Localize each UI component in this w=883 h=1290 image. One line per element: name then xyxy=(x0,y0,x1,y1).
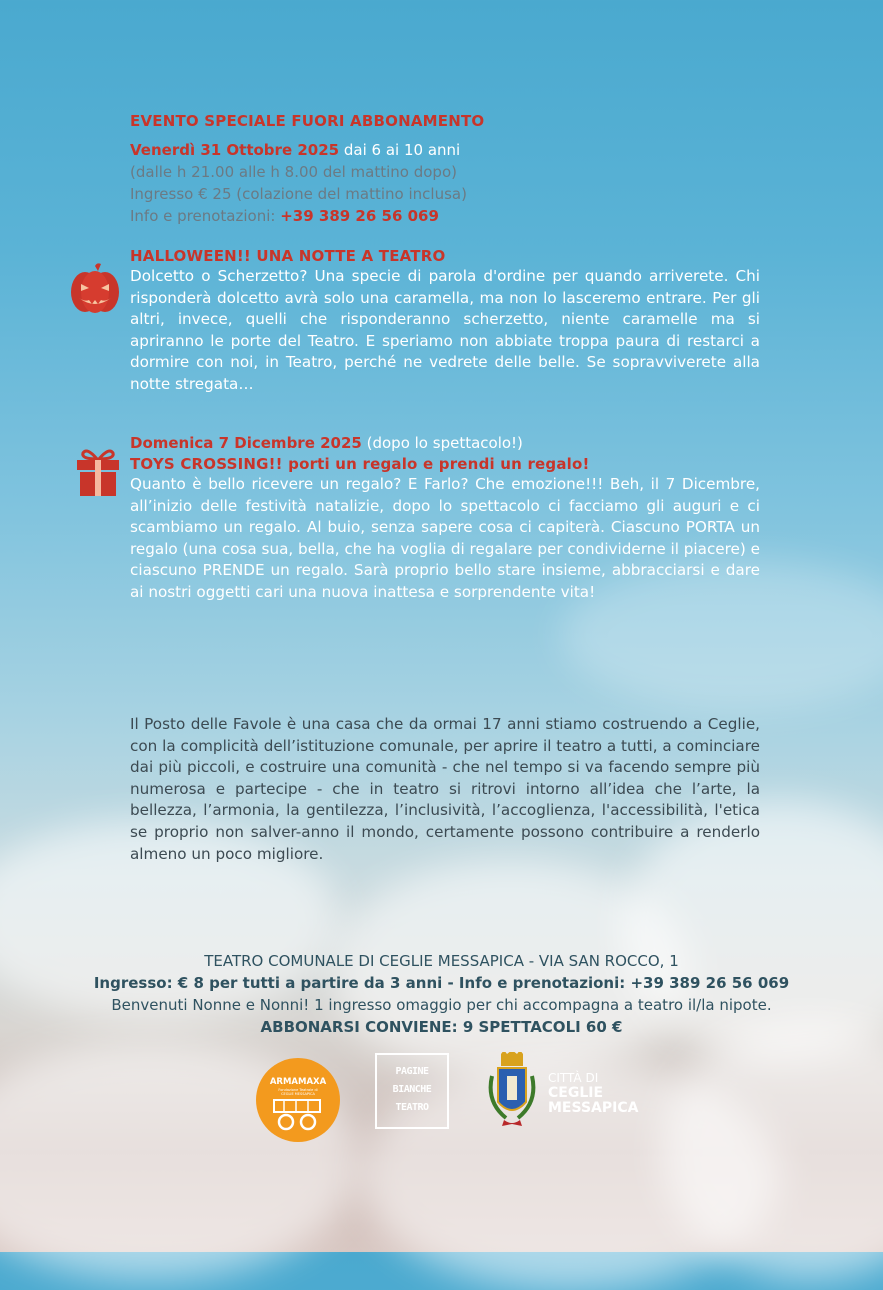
special-info-label: Info e prenotazioni: xyxy=(130,207,281,225)
footer-venue: TEATRO COMUNALE DI CEGLIE MESSAPICA - VIA SAN ROCCO, 1 xyxy=(204,952,679,970)
pagine-line1: PAGINE xyxy=(395,1066,429,1077)
citta-line2: CEGLIE xyxy=(548,1085,604,1101)
special-date: Venerdì 31 Ottobre 2025 xyxy=(130,141,340,159)
ceglie-name xyxy=(548,1071,638,1116)
toys-date-line xyxy=(130,432,760,454)
toys-title: TOYS CROSSING!! porti un regalo e prendi un regalo! xyxy=(130,455,590,473)
halloween-title: HALLOWEEN!! UNA NOTTE A TEATRO xyxy=(130,247,446,265)
ceglie-crest xyxy=(486,1052,538,1134)
special-age: dai 6 ai 10 anni xyxy=(343,141,461,159)
pagine-line2: BIANCHE xyxy=(392,1084,432,1095)
footer xyxy=(0,950,883,1038)
armamaxa-subtitle: Fondazione Teatrale di CEGLIE MESSAPICA xyxy=(278,1088,318,1096)
special-info xyxy=(130,205,760,227)
halloween-body: Dolcetto o Scherzetto? Una specie di parola d'ordine per quando arriverete. Chi risponderà dolcetto avrà solo una caramella, ma non lo lasceremo entrare. Per gli altri, invece, quelli che risponderanno scherzetto, niente caramelle ma si apriranno le porte del Teatro. E speriamo non abbiate troppa paura di restarci a dormire con noi, in Teatro, perché ne vedrete delle belle. Se sopravviverete alla notte stregata… xyxy=(130,267,760,393)
special-heading: EVENTO SPECIALE FUORI ABBONAMENTO xyxy=(130,112,485,130)
toys-section xyxy=(130,432,760,604)
special-phone: +39 389 26 56 069 xyxy=(280,207,439,225)
halloween-section xyxy=(130,247,760,396)
about-section xyxy=(130,714,760,865)
toys-date-note: (dopo lo spettacolo!) xyxy=(366,434,523,452)
footer-nonni: Benvenuti Nonne e Nonni! 1 ingresso omaggio per chi accompagna a teatro il/la nipote. xyxy=(111,996,772,1014)
pagine-bianche-logo xyxy=(375,1053,449,1129)
footer-abbonarsi: ABBONARSI CONVIENE: 9 SPETTACOLI 60 € xyxy=(260,1018,623,1036)
pagine-line3: TEATRO xyxy=(395,1102,429,1113)
about-body: Il Posto delle Favole è una casa che da ormai 17 anni stiamo costruendo a Ceglie, con la complicità dell’istituzione comunale, per aprire il teatro a tutti, a cominciare dai più piccoli, e costruire una comunità - che nel tempo si va facendo sempre più numerosa e partecipe - che in teatro si ritrovi intorno all’idea che l’arte, la bellezza, l’armonia, la gentilezza, l’inclusività, l’accoglienza, l'accessibilità, l'etica se proprio non salver-anno il mondo, certamente possono contribuire a renderlo almeno un poco migliore. xyxy=(130,715,760,863)
toys-date: Domenica 7 Dicembre 2025 xyxy=(130,434,362,452)
citta-line1: CITTÀ DI xyxy=(548,1071,599,1085)
special-price: Ingresso € 25 (colazione del mattino inclusa) xyxy=(130,185,467,203)
special-hours: (dalle h 21.00 alle h 8.00 del mattino dopo) xyxy=(130,163,457,181)
special-date-line xyxy=(130,139,760,161)
armamaxa-name: ARMAMAXA xyxy=(269,1077,327,1087)
gift-icon xyxy=(75,447,121,501)
toys-body: Quanto è bello ricevere un regalo? E Farlo? Che emozione!!! Beh, il 7 Dicembre, all’inizio delle festività natalizie, dopo lo spettacolo ci facciamo gli auguri e ci scambiamo un regalo. Al buio, senza sapere cosa ci capiterà. Ciascuno PORTA un regalo (una cosa sua, bella, che ha voglia di regalare per condividerne il piacere) e ciascuno PRENDE un regalo. Sarà proprio bello stare insieme, abbracciarsi e dare ai nostri oggetti cari una nuova inattesa e sorprendente vita! xyxy=(130,475,760,601)
footer-ingresso: Ingresso: € 8 per tutti a partire da 3 anni - Info e prenotazioni: +39 389 26 56 069 xyxy=(93,974,790,992)
special-event xyxy=(130,112,760,227)
citta-line3: MESSAPICA xyxy=(548,1100,639,1116)
armamaxa-logo xyxy=(256,1058,340,1142)
pumpkin-icon xyxy=(67,262,123,320)
